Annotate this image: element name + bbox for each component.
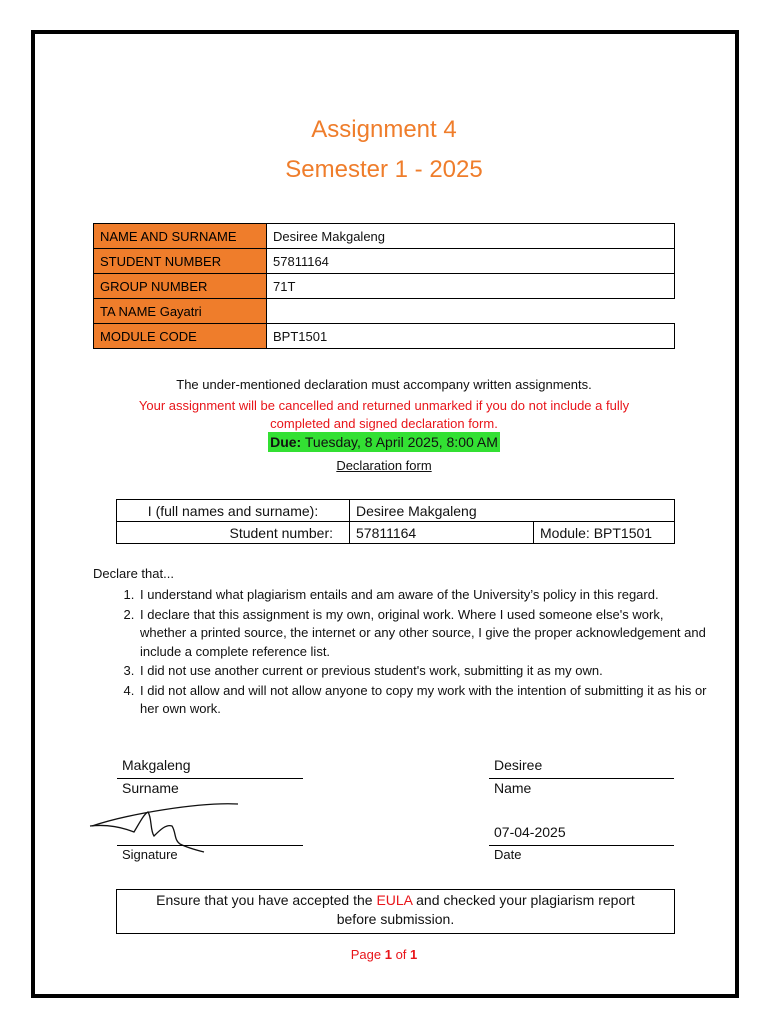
date-value: 07-04-2025 (494, 824, 566, 840)
semester-title: Semester 1 - 2025 (285, 156, 483, 183)
signature-line (117, 845, 303, 846)
page-prefix: Page (350, 947, 385, 962)
date-label: Date (494, 847, 522, 862)
info-value (267, 299, 675, 324)
declaration-row-names (117, 500, 675, 522)
info-row-name (94, 224, 675, 249)
surname-label: Surname (122, 780, 179, 796)
warning-line-2: completed and signed declaration form. (270, 416, 498, 431)
name-line (489, 778, 674, 779)
eula-notice (116, 889, 675, 934)
declare-intro: Declare that... (93, 566, 174, 581)
declaration-table (116, 499, 675, 544)
surname-value: Makgaleng (122, 757, 191, 773)
due-label: Due: (270, 434, 302, 450)
declaration-row-student (117, 522, 675, 544)
notice-text-after: and checked your plagiarism report (412, 892, 635, 908)
due-highlight (268, 432, 500, 452)
page-number (0, 947, 768, 962)
due-value: Tuesday, 8 April 2025, 8:00 AM (301, 434, 498, 450)
module-text: Module: BPT1501 (534, 522, 675, 544)
date-line (489, 845, 674, 846)
surname-line (117, 778, 303, 779)
name-label: Name (494, 780, 532, 796)
student-info-table (93, 223, 675, 349)
info-label: MODULE CODE (94, 324, 267, 349)
page-total: 1 (410, 947, 418, 962)
cancellation-warning (0, 397, 768, 433)
info-label: GROUP NUMBER (94, 274, 267, 299)
info-row-student-number (94, 249, 675, 274)
notice-line-2: before submission. (336, 911, 455, 927)
info-row-ta-name (94, 299, 675, 324)
info-value: 71T (267, 274, 675, 299)
page-current: 1 (384, 947, 392, 962)
info-row-group-number (94, 274, 675, 299)
signature-label: Signature (122, 847, 178, 862)
declaration-item: 2. I declare that this assignment is my own, original work. Where I used someone else's work, whether a printed source, the internet or any other source, I give the proper acknowledgement and include a complete reference list. (138, 606, 708, 662)
info-value: BPT1501 (267, 324, 675, 349)
notice-line-1 (117, 891, 674, 910)
student-number-label: Student number: (117, 522, 350, 544)
declaration-form-title: Declaration form (336, 458, 432, 473)
names-label: I (full names and surname): (117, 500, 350, 522)
info-value: Desiree Makgaleng (267, 224, 675, 249)
notice-text-before: Ensure that you have accepted the (156, 892, 377, 908)
info-row-module-code (94, 324, 675, 349)
declaration-list (100, 586, 708, 720)
warning-line-1: Your assignment will be cancelled and returned unmarked if you do not include a fully (138, 398, 630, 413)
name-value: Desiree (494, 757, 543, 773)
declaration-item: 3. I did not use another current or previous student's work, submitting it as my own. (138, 662, 708, 681)
assignment-title: Assignment 4 (311, 116, 457, 143)
declaration-item: 4. I did not allow and will not allow anyone to copy my work with the intention of submitting it as his or her own work. (138, 682, 708, 719)
due-date (0, 434, 768, 450)
eula-link[interactable]: EULA (376, 892, 413, 908)
student-number-value: 57811164 (350, 522, 534, 544)
names-value: Desiree Makgaleng (350, 500, 675, 522)
info-label: TA NAME Gayatri (94, 299, 267, 324)
info-label: STUDENT NUMBER (94, 249, 267, 274)
page-of: of (391, 947, 411, 962)
instruction-text: The under-mentioned declaration must accompany written assignments. (176, 377, 592, 392)
declaration-item: 1. I understand what plagiarism entails and am aware of the University’s policy in this regard. (138, 586, 708, 605)
info-value: 57811164 (267, 249, 675, 274)
info-label: NAME AND SURNAME (94, 224, 267, 249)
